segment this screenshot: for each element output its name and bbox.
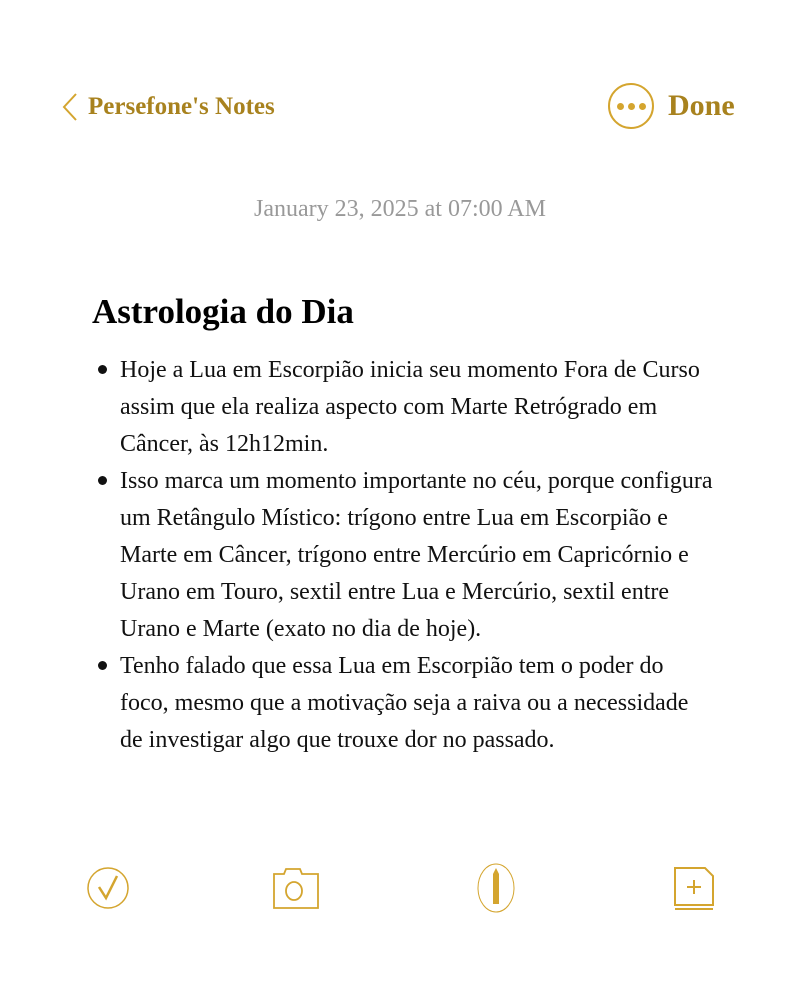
- checkmark-circle-icon: [86, 866, 130, 910]
- camera-button[interactable]: [272, 864, 320, 912]
- checklist-button[interactable]: [84, 864, 132, 912]
- note-title[interactable]: Astrologia do Dia: [92, 292, 354, 331]
- done-button[interactable]: Done: [668, 89, 735, 122]
- dot-icon: [617, 103, 624, 110]
- camera-icon: [272, 866, 320, 910]
- new-note-button[interactable]: [670, 864, 718, 912]
- back-label: Persefone's Notes: [88, 93, 275, 120]
- list-item: Isso marca um momento importante no céu, porque configura um Retângulo Místico: trígono entre Lua em Escorpião e Marte em Câncer, trígono entre Mercúrio em Capricórnio e Urano em Touro, sextil entre Lua e Mercúrio, sextil entre Urano e Marte (exato no dia de hoje).: [96, 463, 716, 648]
- list-item: Tenho falado que essa Lua em Escorpião tem o poder do foco, mesmo que a motivação seja a raiva ou a necessidade de investigar algo que trouxe dor no passado.: [96, 648, 716, 759]
- dot-icon: [639, 103, 646, 110]
- markup-button[interactable]: [472, 864, 520, 912]
- chevron-left-icon: [62, 92, 78, 122]
- compose-icon: [672, 865, 716, 911]
- more-options-button[interactable]: [608, 83, 654, 129]
- back-button[interactable]: [62, 92, 275, 122]
- note-date: January 23, 2025 at 07:00 AM: [254, 196, 546, 222]
- list-item: Hoje a Lua em Escorpião inicia seu momento Fora de Curso assim que ela realiza aspecto com Marte Retrógrado em Câncer, às 12h12min.: [96, 352, 716, 463]
- note-bullet-list[interactable]: [96, 352, 716, 759]
- dot-icon: [628, 103, 635, 110]
- pencil-circle-icon: [472, 862, 520, 914]
